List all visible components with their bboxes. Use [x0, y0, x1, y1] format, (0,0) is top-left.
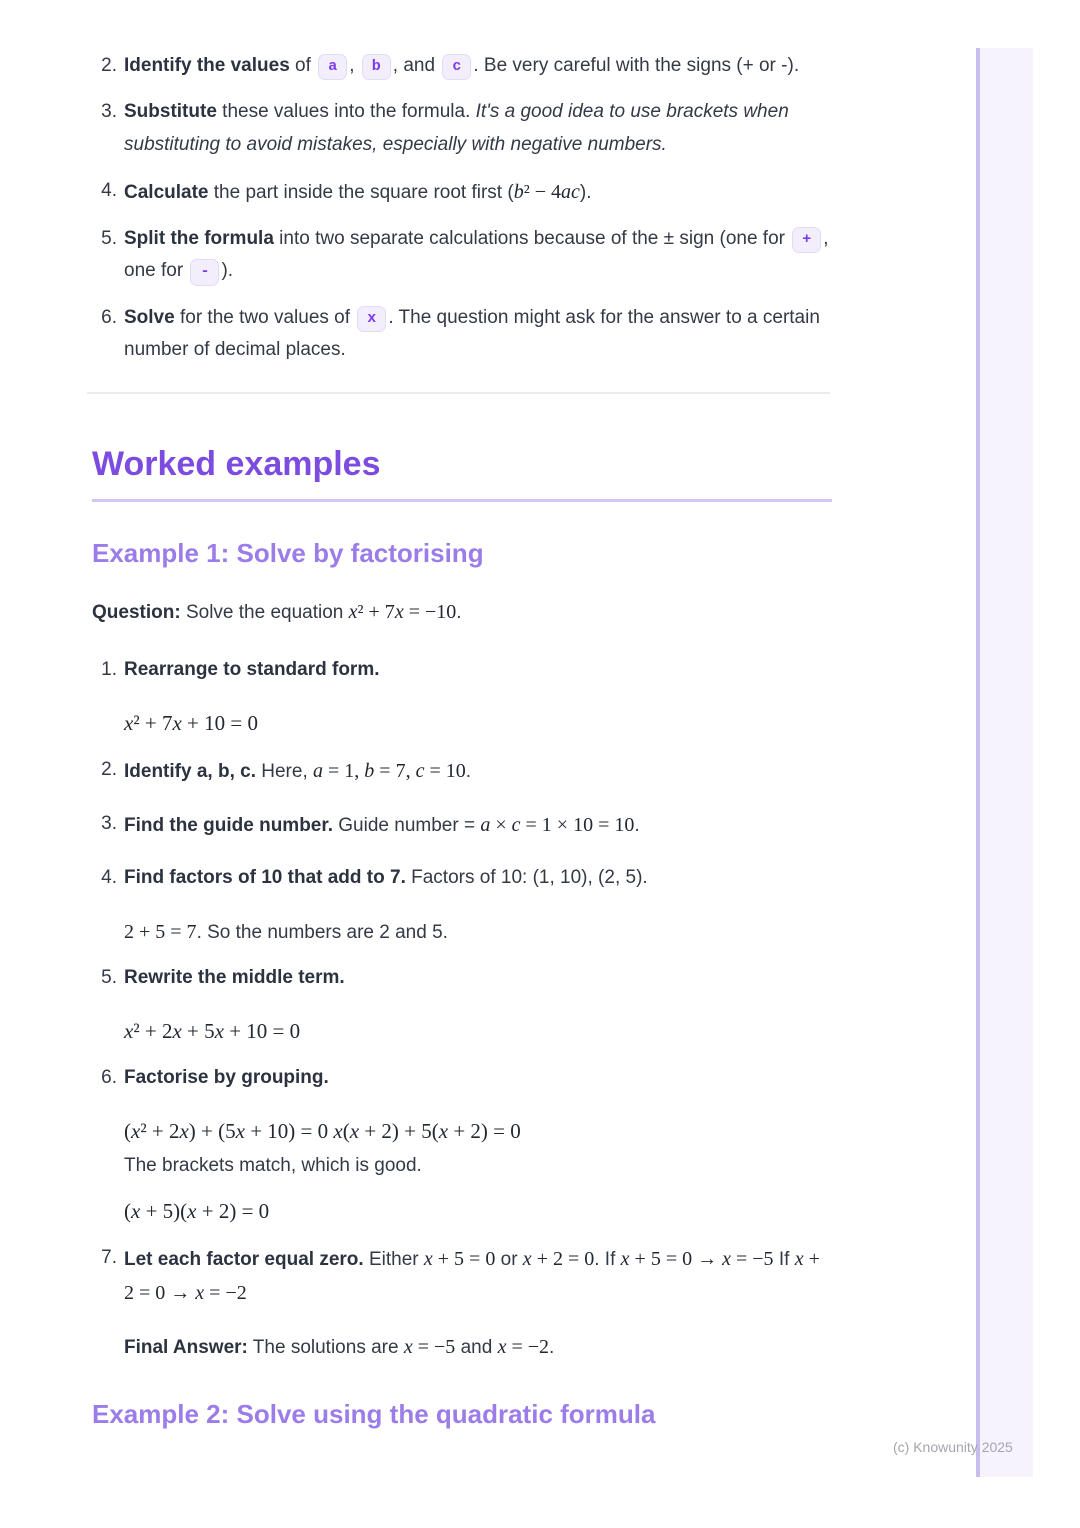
math-block — [92, 1014, 832, 1050]
math-block — [92, 1114, 832, 1182]
subsection-heading: Example 2: Solve using the quadratic formula — [92, 1398, 656, 1429]
text-run: and — [455, 1337, 498, 1359]
section-heading: Worked examples — [92, 444, 832, 502]
text-run: ). — [221, 260, 234, 282]
text-run: . — [456, 602, 462, 624]
text-run: the part inside the square root first ( — [208, 181, 514, 203]
list-item — [92, 962, 832, 994]
bold-text: Rewrite the middle term. — [124, 966, 345, 988]
text-run: Factors of 10: (1, 10), (2, 5). — [405, 867, 648, 889]
list-number: 3. — [101, 101, 117, 123]
list-number: 7. — [101, 1246, 117, 1268]
list-number: 5. — [101, 966, 117, 988]
inline-code-chip: a — [318, 54, 347, 80]
text-run: . — [465, 760, 472, 782]
list-number: 1. — [101, 658, 117, 680]
subsection-heading: Example 1: Solve by factorising — [92, 538, 484, 569]
text-run: . If — [594, 1248, 621, 1270]
text-run: Guide number = — [333, 814, 481, 836]
math-block — [92, 706, 832, 742]
inline-math: 2 + 5 = 7 — [124, 920, 197, 943]
list-item — [92, 302, 832, 367]
list-item — [92, 808, 832, 842]
list-item — [92, 654, 832, 686]
list-number: 4. — [101, 867, 117, 889]
list-number: 4. — [101, 179, 117, 201]
math-block — [92, 1194, 832, 1230]
copyright-watermark: (c) Knowunity 2025 — [893, 1439, 1013, 1455]
bold-text: Identify the values — [124, 55, 290, 76]
bold-text: Factorise by grouping. — [124, 1066, 329, 1088]
paragraph — [92, 595, 832, 629]
inline-math: x + 5 = 0 — [423, 1247, 496, 1270]
bold-text: Solve — [124, 306, 175, 328]
list-item — [92, 1062, 832, 1094]
bold-text: Let each factor equal zero. — [124, 1248, 364, 1270]
bold-text: Split the formula — [124, 228, 274, 250]
bold-text: Final Answer: — [124, 1337, 248, 1359]
inline-math: a = 1, b = 7, c = 10 — [313, 759, 466, 782]
text-run: , one for — [124, 228, 829, 282]
list-number: 3. — [101, 812, 117, 834]
list-item — [92, 1242, 832, 1311]
list-item — [92, 96, 832, 161]
text-run: these values into the formula. — [216, 101, 476, 123]
text-run: . — [634, 814, 640, 836]
inline-math: x + 2 = 0 → x = −2 — [124, 1247, 820, 1305]
list-number: 6. — [101, 306, 117, 328]
text-run: The solutions are — [247, 1337, 404, 1359]
text-run: Either — [363, 1248, 424, 1270]
bold-text: Find the guide number. — [124, 814, 333, 836]
inline-math: x² + 7x = −10 — [348, 601, 457, 624]
text-run: , and — [392, 55, 441, 76]
indented-paragraph — [92, 1330, 832, 1364]
math-equation: (x² + 2x) + (5x + 10) = 0 x(x + 2) + 5(x + 2) = 0 — [124, 1119, 521, 1144]
text-run: Here, — [255, 760, 314, 782]
list-item — [92, 50, 832, 82]
page-edge-strip — [976, 48, 1033, 1477]
bold-text: Question: — [92, 602, 181, 624]
bold-text: Find factors of 10 that add to 7. — [124, 867, 406, 889]
italic-text: It's a good idea to use brackets when substituting to avoid mistakes, especially with negative numbers. — [124, 101, 789, 155]
list-number: 5. — [101, 228, 117, 250]
text-run: of — [289, 55, 317, 76]
inline-math: x + 5 = 0 → x = −5 — [620, 1247, 774, 1270]
list-item — [92, 754, 832, 788]
document-content — [92, 50, 832, 1430]
list-item — [92, 175, 832, 209]
text-run: Solve the equation — [180, 602, 349, 624]
inline-math: x = −5 — [403, 1336, 456, 1359]
text-run: or — [495, 1248, 523, 1270]
text-run: . — [549, 1337, 555, 1359]
text-run: ). — [579, 181, 592, 203]
inline-math: x = −2 — [497, 1336, 550, 1359]
math-equation: x² + 2x + 5x + 10 = 0 — [124, 1019, 301, 1044]
math-equation: x² + 7x + 10 = 0 — [124, 710, 258, 735]
inline-code-chip: c — [442, 54, 471, 80]
math-equation: (x + 5)(x + 2) = 0 — [124, 1199, 270, 1224]
list-item — [92, 223, 832, 288]
list-number: 2. — [101, 55, 117, 76]
inline-math: a × c = 1 × 10 = 10 — [480, 813, 635, 836]
bold-text: Substitute — [124, 101, 217, 123]
list-item — [92, 862, 832, 894]
text-run: , — [349, 55, 360, 76]
list-number: 6. — [101, 1066, 117, 1088]
inline-code-chip: b — [362, 54, 391, 80]
text-run: . So the numbers are 2 and 5. — [196, 921, 448, 943]
text-run: for the two values of — [174, 306, 356, 328]
text-run: . Be very careful with the signs (+ or -). — [473, 55, 800, 76]
list-number: 2. — [101, 758, 117, 780]
bold-text: Identify a, b, c. — [124, 760, 256, 782]
bold-text: Rearrange to standard form. — [124, 658, 380, 680]
inline-code-chip: + — [792, 227, 821, 253]
divider — [87, 392, 830, 394]
bold-text: Calculate — [124, 181, 209, 203]
inline-math: x + 2 = 0 — [522, 1247, 595, 1270]
inline-math: b² − 4ac — [513, 180, 580, 203]
indented-paragraph — [92, 915, 832, 949]
math-note: The brackets match, which is good. — [124, 1154, 422, 1176]
inline-code-chip: x — [357, 306, 386, 332]
text-run: If — [773, 1248, 795, 1270]
text-run: into two separate calculations because of the ± sign (one for — [273, 228, 791, 250]
text-run: . The question might ask for the answer to a certain number of decimal places. — [124, 306, 820, 361]
inline-code-chip: - — [190, 259, 219, 285]
